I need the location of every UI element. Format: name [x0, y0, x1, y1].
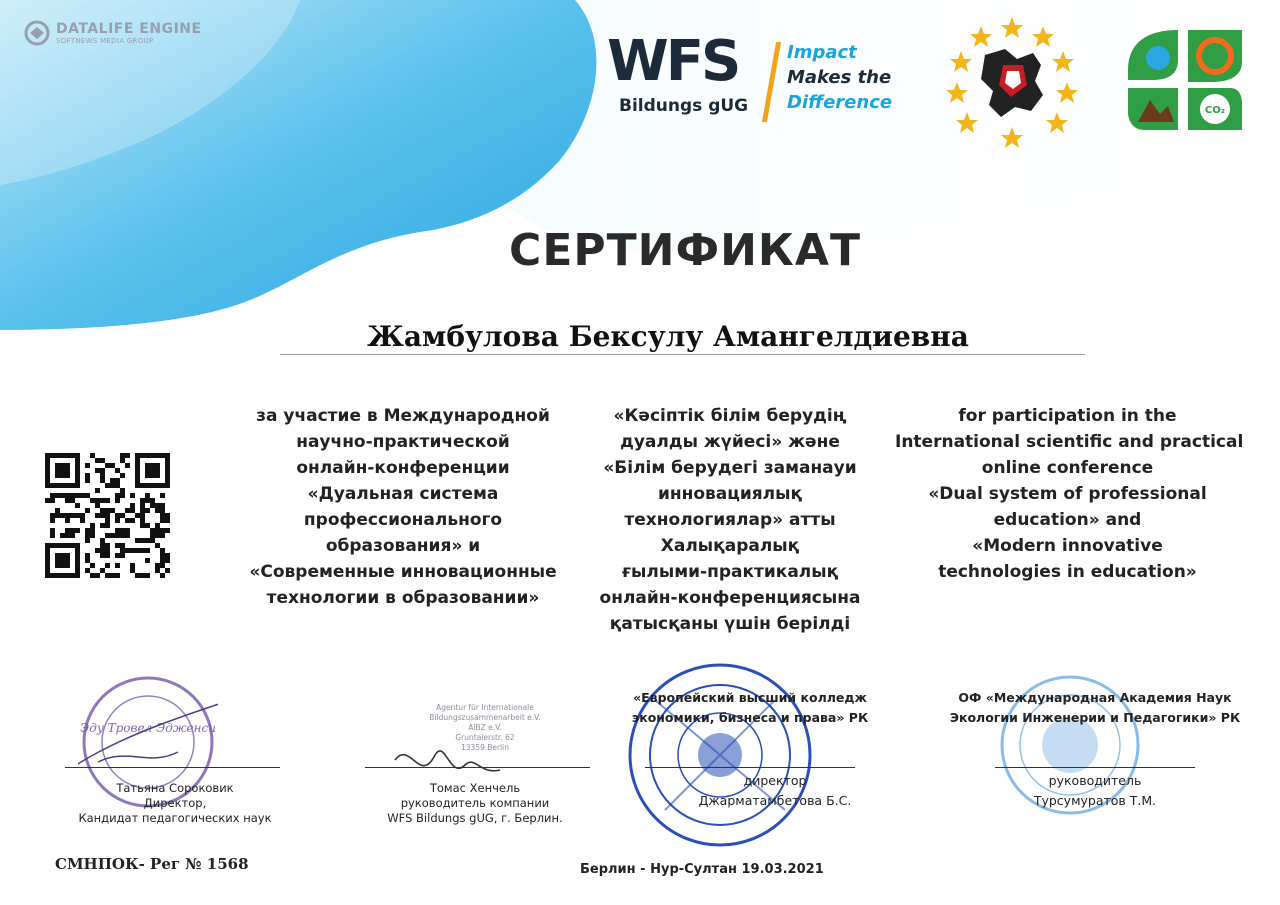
signatory-name: Томас Хенчель — [429, 781, 521, 795]
description-line: «Modern innovative — [972, 536, 1163, 556]
description-line: научно-практической — [296, 432, 510, 452]
signature-line — [995, 767, 1195, 768]
description-line: дуалды жүйесі» және — [620, 432, 840, 452]
wfs-logo — [605, 30, 905, 130]
eagle-coat-of-arms-icon — [945, 15, 1080, 150]
agentur-line: Agentur für Internationale — [436, 703, 534, 712]
description-line: online conference — [981, 458, 1154, 478]
signatory-role: руководитель компании — [400, 796, 550, 810]
description-line: Халықаралық — [660, 536, 800, 556]
signatory-name: Турсумуратов Т.М. — [1033, 793, 1157, 808]
description-line: технологиялар» атты — [624, 510, 836, 530]
qr-code-icon — [45, 453, 170, 578]
description-line: «Дуальная система — [307, 484, 499, 504]
signature-line — [65, 767, 280, 768]
signatory-role: руководитель — [1048, 773, 1142, 788]
signatory-name: Джарматамбетова Б.С. — [698, 793, 852, 808]
description-line: образования» и — [325, 536, 481, 556]
signatory-role: Директор, — [143, 796, 207, 810]
agentur-line: Gruntalerstr. 62 — [455, 733, 515, 742]
wfs-logo-bar — [762, 42, 781, 122]
signatory-academy — [980, 771, 1210, 811]
description-line: «Dual system of professional — [928, 484, 1207, 504]
signature-line — [365, 767, 590, 768]
description-line: ғылыми-практикалық — [621, 562, 839, 582]
recipient-name: Жамбулова Бексулу Амангелдиевна — [367, 320, 969, 353]
wfs-logo-subtitle: Bildungs gUG — [619, 96, 749, 116]
co2-label: CO₂ — [1204, 105, 1226, 116]
name-underline — [280, 354, 1085, 355]
certificate-title: СЕРТИФИКАТ — [509, 225, 861, 276]
wfs-slogan-line: Difference — [787, 92, 893, 113]
description-line: «Білім берудегі заманауи — [603, 458, 857, 478]
description-line: онлайн-конференциясына — [599, 588, 861, 608]
wfs-slogan-line: Impact — [787, 42, 857, 63]
signatory-college — [660, 771, 890, 811]
description-line: инновациялық — [657, 484, 803, 504]
description-line: за участие в Международной — [256, 406, 550, 426]
ecology-leaves-icon — [1120, 22, 1250, 137]
watermark-title: DATALIFE ENGINE — [56, 21, 202, 37]
description-line: «Современные инновационные — [249, 562, 557, 582]
signatory-role: директор — [743, 773, 807, 788]
signatory-name: Татьяна Сороковик — [116, 781, 234, 795]
org-line: Экологии Инженерии и Педагогики» РК — [949, 710, 1241, 725]
signatory-degree: Кандидат педагогических наук — [78, 811, 272, 825]
org-line: «Европейский высший колледж — [633, 690, 867, 705]
wfs-logo-text: WFS — [607, 29, 739, 94]
description-line: «Кәсіптік білім берудің — [613, 406, 847, 426]
description-line: International scientific and practical — [895, 432, 1244, 452]
description-line: онлайн-конференции — [296, 458, 510, 478]
wfs-slogan-line: Makes the — [787, 67, 892, 88]
stamp-text: Эду Тровел Эдженси — [80, 721, 216, 735]
signature-line — [645, 767, 855, 768]
description-line: for participation in the — [958, 406, 1177, 426]
registration-number: СМНПОК- Рег № 1568 — [55, 855, 249, 873]
wfs-slogan — [787, 40, 892, 115]
description-line: education» and — [993, 510, 1142, 530]
agentur-line: AiBZ e.V. — [468, 723, 502, 732]
datalife-watermark — [24, 20, 202, 46]
org-line: ОФ «Международная Академия Наук — [958, 690, 1232, 705]
datalife-logo-icon — [24, 20, 50, 46]
academy-organization — [930, 688, 1260, 728]
russian-description — [238, 403, 568, 611]
agentur-line: 13359 Berlin — [460, 743, 509, 752]
kazakh-description — [585, 403, 875, 637]
college-organization — [610, 688, 890, 728]
description-line: technologies in education» — [938, 562, 1197, 582]
org-line: экономики, бизнеса и права» РК — [631, 710, 869, 725]
signatory-company: WFS Bildungs gUG, г. Берлин. — [387, 811, 563, 825]
footer-place-date: Берлин - Нур-Султан 19.03.2021 — [580, 862, 824, 877]
english-description — [895, 403, 1244, 585]
agentur-line: Bildungszusammenarbeit e.V. — [429, 713, 541, 722]
signatory-sorokovik — [55, 781, 295, 826]
description-line: технологии в образовании» — [266, 588, 540, 608]
watermark-subtitle: SOFTNEWS MEDIA GROUP — [56, 37, 154, 45]
description-line: профессионального — [303, 510, 503, 530]
signatory-henchel — [355, 781, 595, 826]
description-line: қатысқаны үшін берілді — [609, 614, 851, 634]
